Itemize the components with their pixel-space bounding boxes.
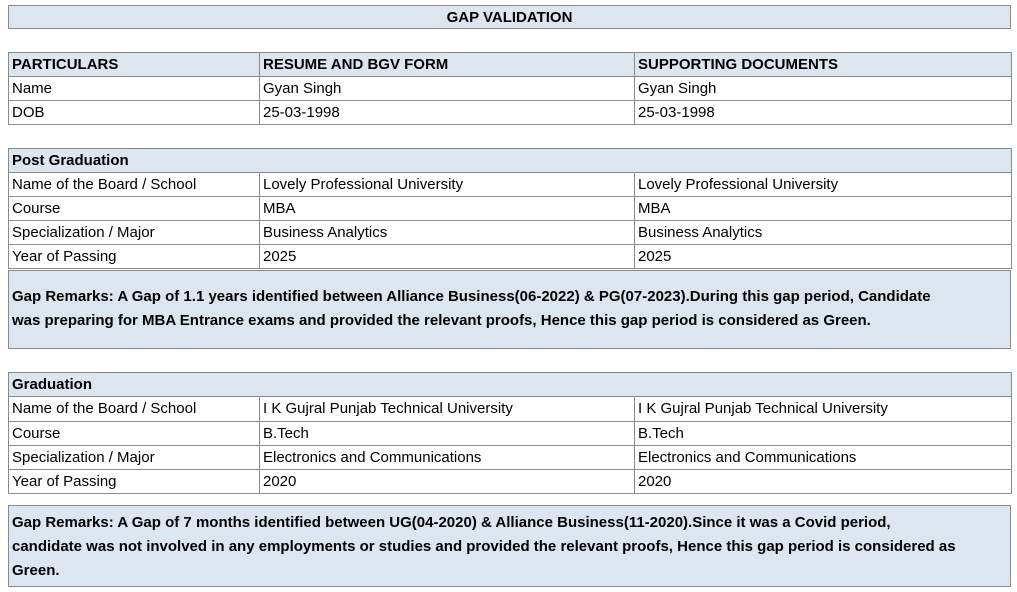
table-row	[9, 446, 1012, 470]
resume-value: Business Analytics	[260, 221, 635, 245]
header-particulars: PARTICULARS	[9, 53, 260, 77]
docs-value: MBA	[635, 197, 1012, 221]
docs-value: 2020	[635, 470, 1012, 494]
docs-value: B.Tech	[635, 422, 1012, 446]
row-label: Specialization / Major	[9, 221, 260, 245]
graduation-table	[8, 372, 1012, 494]
table-row	[9, 422, 1012, 446]
resume-value: Gyan Singh	[260, 77, 635, 101]
row-label: DOB	[9, 101, 260, 125]
header-resume-bgv: RESUME AND BGV FORM	[260, 53, 635, 77]
table-header-row	[9, 53, 1012, 77]
resume-value: 2025	[260, 245, 635, 269]
row-label: Course	[9, 197, 260, 221]
docs-value: Electronics and Communications	[635, 446, 1012, 470]
post-graduation-table	[8, 148, 1012, 269]
table-row	[9, 245, 1012, 269]
remarks-line: candidate was not involved in any employments or studies and provided the relevant proofs, Hence this gap period is considered as	[12, 538, 956, 555]
table-row	[9, 397, 1012, 422]
page-title-text: GAP VALIDATION	[446, 8, 573, 26]
table-row	[9, 173, 1012, 197]
remarks-line: Gap Remarks: A Gap of 7 months identified between UG(04-2020) & Alliance Business(11-2020).Since it was a Covid period,	[12, 514, 891, 531]
resume-value: 25-03-1998	[260, 101, 635, 125]
page-title	[8, 5, 1011, 29]
remarks-line: Green.	[12, 562, 60, 579]
docs-value: Business Analytics	[635, 221, 1012, 245]
docs-value: Gyan Singh	[635, 77, 1012, 101]
table-row	[9, 197, 1012, 221]
table-row	[9, 77, 1012, 101]
personal-details-table	[8, 52, 1012, 125]
docs-value: I K Gujral Punjab Technical University	[635, 397, 1012, 422]
header-supporting-docs: SUPPORTING DOCUMENTS	[635, 53, 1012, 77]
section-header-row	[9, 149, 1012, 173]
remarks-line: Gap Remarks: A Gap of 1.1 years identified between Alliance Business(06-2022) & PG(07-2023).During this gap period, Candidate	[12, 288, 931, 305]
row-label: Name	[9, 77, 260, 101]
resume-value: B.Tech	[260, 422, 635, 446]
docs-value: 2025	[635, 245, 1012, 269]
gap-remarks-post-graduation	[8, 270, 1011, 349]
section-title-post-graduation: Post Graduation	[9, 149, 1012, 173]
resume-value: 2020	[260, 470, 635, 494]
resume-value: MBA	[260, 197, 635, 221]
docs-value: 25-03-1998	[635, 101, 1012, 125]
section-title-graduation: Graduation	[9, 373, 1012, 397]
row-label: Name of the Board / School	[9, 397, 260, 422]
row-label: Name of the Board / School	[9, 173, 260, 197]
resume-value: Lovely Professional University	[260, 173, 635, 197]
table-row	[9, 101, 1012, 125]
table-row	[9, 470, 1012, 494]
row-label: Specialization / Major	[9, 446, 260, 470]
remarks-line: was preparing for MBA Entrance exams and provided the relevant proofs, Hence this gap period is considered as Green.	[12, 312, 871, 329]
resume-value: Electronics and Communications	[260, 446, 635, 470]
section-header-row	[9, 373, 1012, 397]
table-row	[9, 221, 1012, 245]
gap-remarks-graduation	[8, 505, 1011, 587]
docs-value: Lovely Professional University	[635, 173, 1012, 197]
resume-value: I K Gujral Punjab Technical University	[260, 397, 635, 422]
row-label: Course	[9, 422, 260, 446]
row-label: Year of Passing	[9, 470, 260, 494]
row-label: Year of Passing	[9, 245, 260, 269]
